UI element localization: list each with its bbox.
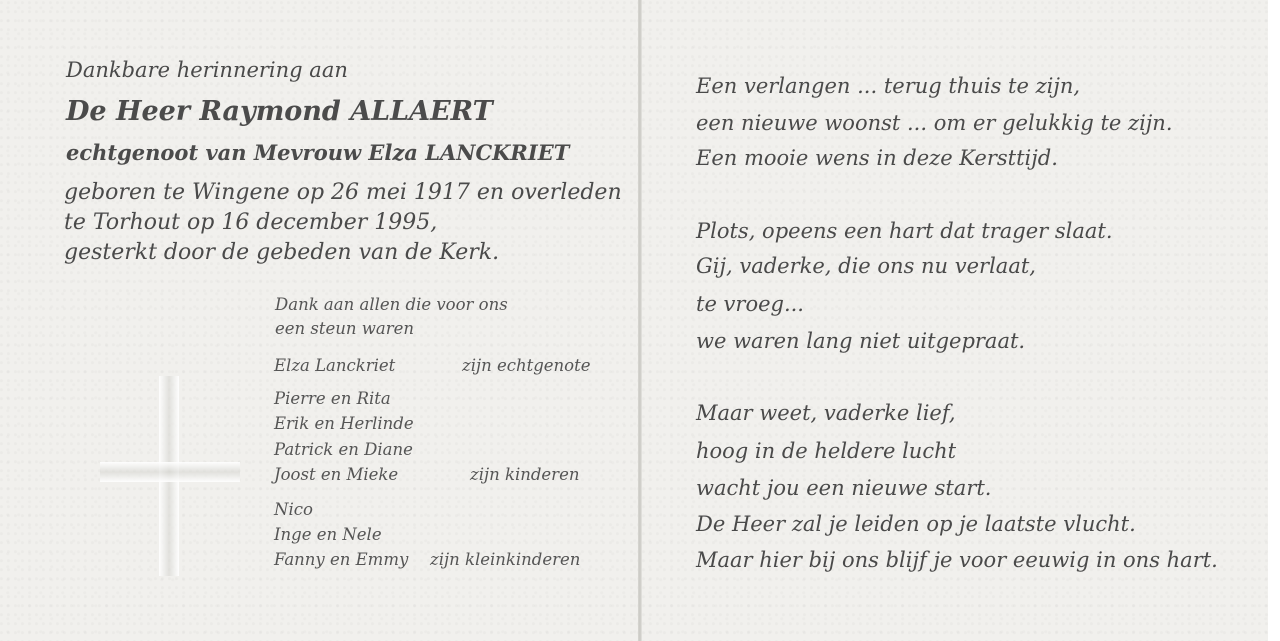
bio-line: geboren te Wingene op 26 mei 1917 en overleden [64, 180, 622, 205]
grandchildren-role: zijn kleinkinderen [430, 550, 581, 569]
child-name: Erik en Herlinde [274, 414, 414, 433]
poem-line: wacht jou een nieuwe start. [696, 476, 992, 500]
child-name: Pierre en Rita [274, 389, 391, 408]
child-name: Patrick en Diane [274, 440, 413, 459]
poem-line: Een verlangen ... terug thuis te zijn, [696, 74, 1081, 98]
grandchild-name: Nico [274, 500, 313, 519]
left-panel [0, 0, 638, 641]
poem-line: te vroeg... [696, 292, 804, 316]
right-panel [642, 0, 1268, 641]
poem-line: De Heer zal je leiden op je laatste vlucht. [696, 512, 1136, 536]
grandchild-name: Inge en Nele [274, 525, 382, 544]
poem-line: Plots, opeens een hart dat trager slaat. [696, 219, 1113, 243]
bio-line: te Torhout op 16 december 1995, [64, 210, 438, 235]
spouse-role: zijn echtgenote [462, 356, 591, 375]
poem-line: Een mooie wens in deze Kersttijd. [696, 146, 1058, 170]
poem-line: Maar weet, vaderke lief, [696, 401, 956, 425]
scan-edge [1268, 0, 1280, 641]
poem-line: een nieuwe woonst ... om er gelukkig te zijn. [696, 111, 1173, 135]
bio-line: gesterkt door de gebeden van de Kerk. [64, 240, 500, 265]
spouse-line: echtgenoot van Mevrouw Elza LANCKRIET [66, 140, 570, 165]
thanks-line: Dank aan allen die voor ons [275, 295, 508, 314]
poem-line: hoog in de heldere lucht [696, 439, 957, 463]
poem-line: Gij, vaderke, die ons nu verlaat, [696, 254, 1036, 278]
children-role: zijn kinderen [470, 465, 580, 484]
grandchild-name: Fanny en Emmy [274, 550, 409, 569]
thanks-line: een steun waren [275, 319, 415, 338]
child-name: Joost en Mieke [274, 465, 399, 484]
poem-line: we waren lang niet uitgepraat. [696, 329, 1026, 353]
cross-icon-bar [100, 462, 240, 482]
spouse-name: Elza Lanckriet [274, 356, 396, 375]
deceased-name: De Heer Raymond ALLAERT [66, 96, 493, 127]
intro-text: Dankbare herinnering aan [66, 58, 348, 82]
poem-line: Maar hier bij ons blijf je voor eeuwig in ons hart. [696, 548, 1218, 572]
